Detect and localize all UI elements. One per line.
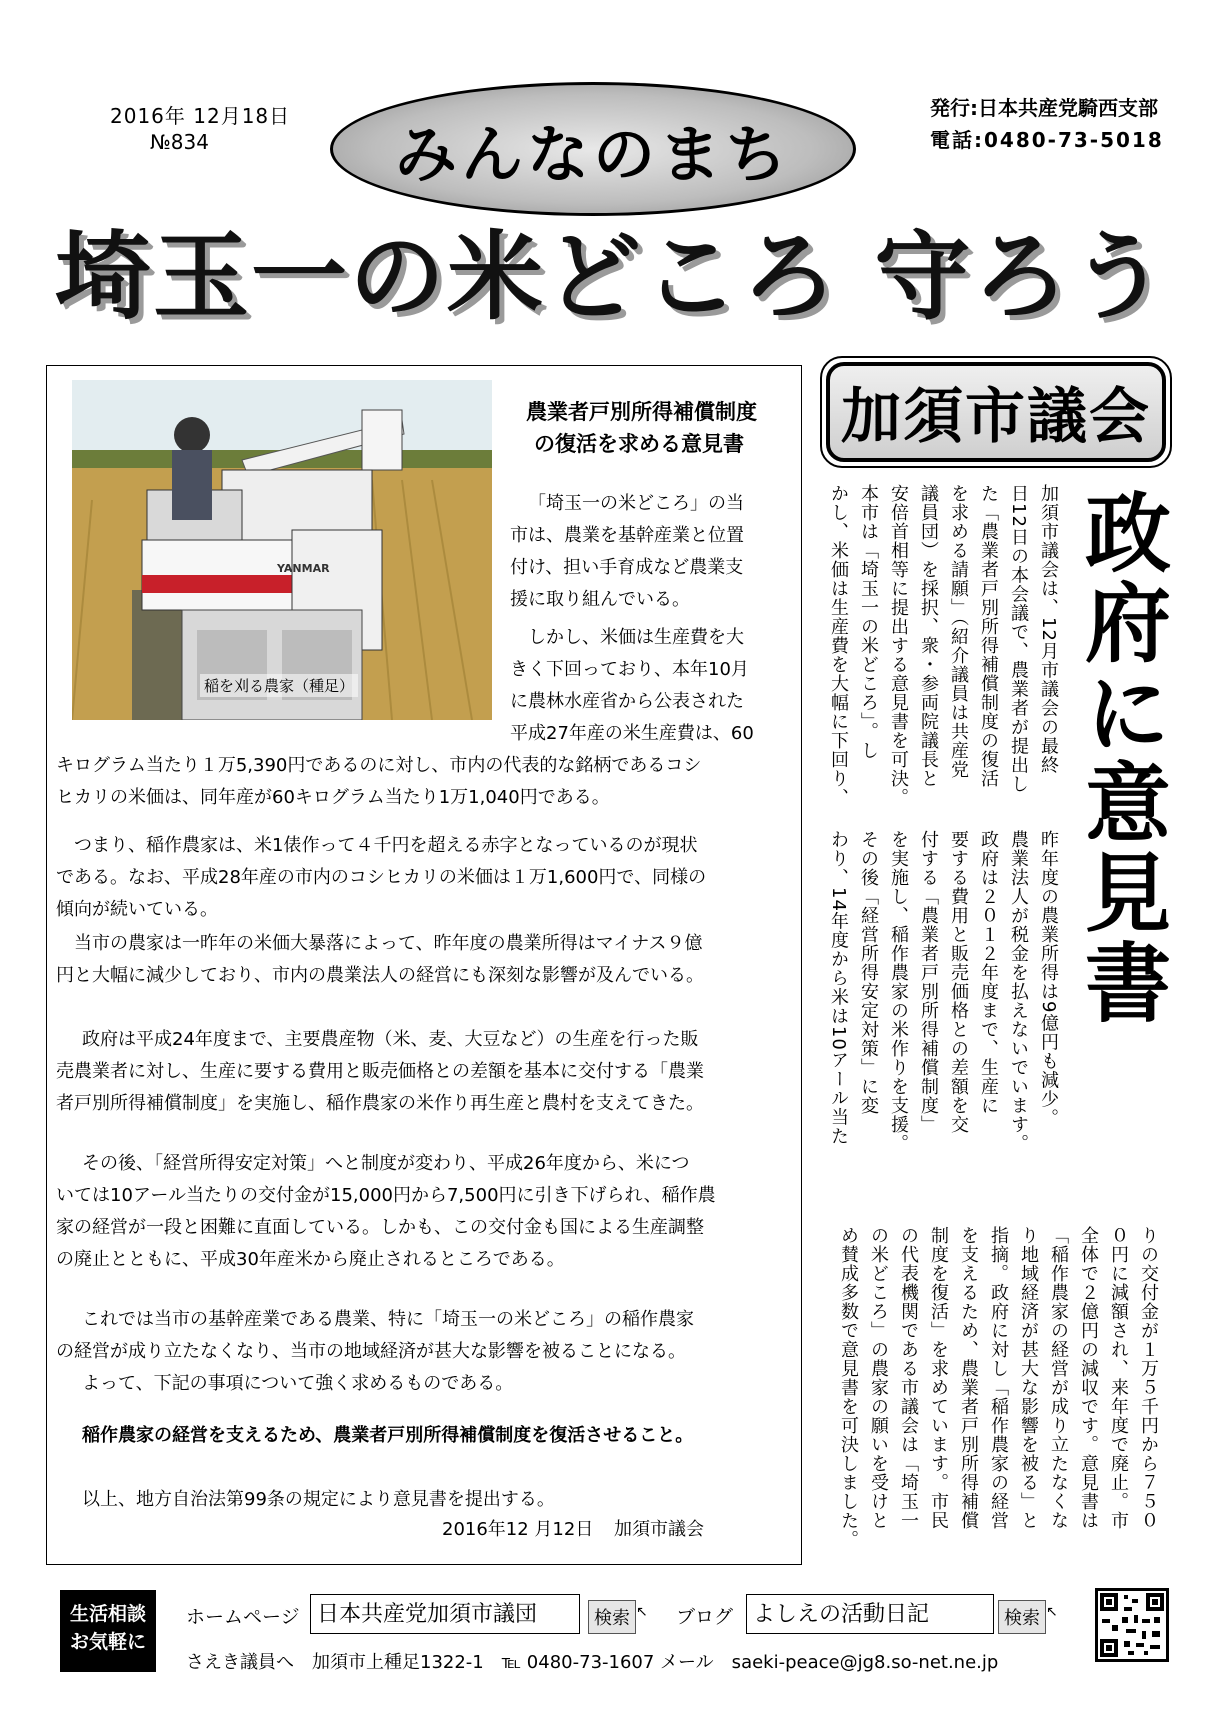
vertical-headline: 政府に意見書: [1070, 488, 1170, 1028]
harvester-photo: [72, 380, 492, 720]
vertical-text-column: りの交付金が１万５千円から７５０: [1138, 1226, 1159, 1530]
vertical-text-column: 指摘。政府に対し「稲作農家の経営: [988, 1226, 1009, 1530]
vertical-text-column: 要する費用と販売価格との差額を交: [948, 830, 969, 1134]
masthead: [330, 82, 856, 216]
resolution-statement: 稲作農家の経営を支えるため、農業者戸別所得補償制度を復活させること。: [82, 1425, 694, 1446]
article-line: 円と大幅に減少しており、市内の農業法人の経営にも深刻な影響が及んでいる。: [56, 965, 704, 986]
vertical-text-column: 本市は「埼玉一の米どころ」。し: [858, 484, 879, 760]
article-line: 援に取り組んでいる。: [510, 589, 690, 610]
article-line: に農林水産省から公表された: [510, 691, 744, 712]
vertical-text-column: を支えるため、農業者戸別所得補償: [958, 1226, 979, 1530]
blog-label: ブログ: [676, 1606, 734, 1628]
publisher-phone: 電話:0480-73-5018: [930, 128, 1164, 152]
article-line: しかし、米価は生産費を大: [528, 627, 744, 648]
cursor-icon: ↖: [1046, 1604, 1058, 1620]
issue-number: №834: [150, 130, 209, 154]
article-line: 以上、地方自治法第99条の規定により意見書を提出する。: [82, 1489, 555, 1510]
photo-caption: 稲を刈る農家（種足）: [200, 674, 358, 697]
article-line: の廃止とともに、平成30年産米から廃止されるところである。: [56, 1249, 565, 1270]
article-line: の経営が成り立たなくなり、当市の地域経済が甚大な影響を被ることになる。: [56, 1341, 686, 1362]
vertical-text-column: を求める請願」（紹介議員は共産党: [948, 484, 969, 779]
article-line: キログラム当たり１万5,390円であるのに対し、市内の代表的な銘柄であるコシ: [56, 755, 702, 776]
article-line: その後、「経営所得安定対策」へと制度が変わり、平成26年度から、米につ: [82, 1153, 690, 1174]
cursor-icon: ↖: [636, 1604, 648, 1620]
homepage-label: ホームページ: [186, 1606, 300, 1628]
homepage-search-box[interactable]: 日本共産党加須市議団: [310, 1594, 580, 1634]
vertical-text-column: 昨年度の農業所得は9億円も減少。: [1038, 830, 1059, 1128]
article-line: 「埼玉一の米どころ」の当: [528, 493, 744, 514]
vertical-text-column: わり、14年度から米は10アール当た: [828, 830, 849, 1146]
article-title-line2: の復活を求める意見書: [534, 432, 744, 456]
vertical-text-column: 加須市議会は、12月市議会の最終: [1038, 484, 1059, 775]
vertical-text-column: 付する「農業者戸別所得補償制度」: [918, 830, 939, 1134]
homepage-search-button[interactable]: 検索: [588, 1600, 636, 1634]
vertical-text-column: り地域経済が甚大な影響を被る」と: [1018, 1226, 1039, 1530]
article-line: である。なお、平成28年産の市内のコシヒカリの米価は１万1,600円で、同様の: [56, 867, 707, 888]
article-line: きく下回っており、本年10月: [510, 659, 749, 680]
article-line: 政府は平成24年度まで、主要農産物（米、麦、大豆など）の生産を行った販: [82, 1029, 699, 1050]
article-line: 当市の農家は一昨年の米価大暴落によって、昨年度の農業所得はマイナス９億: [74, 933, 703, 954]
article-line: 傾向が続いている。: [56, 899, 218, 920]
article-line: 市は、農業を基幹産業と位置: [510, 525, 744, 546]
vertical-text-column: 全体で２億円の減収です。意見書は: [1078, 1226, 1099, 1530]
article-line: 者戸別所得補償制度」を実施し、稲作農家の米作り再生産と農村を支えてきた。: [56, 1093, 704, 1114]
vertical-text-column: の米どころ」の農家の願いを受けと: [868, 1226, 889, 1530]
blog-search-button[interactable]: 検索: [998, 1600, 1046, 1634]
article-line: 売農業者に対し、生産に要する費用と販売価格との差額を基本に交付する「農業: [56, 1061, 704, 1082]
vertical-text-column: 議員団）を採択、衆・参両院議長と: [918, 484, 939, 788]
signature-date: 2016年12 月12日: [442, 1519, 594, 1540]
contact-line: さえき議員へ 加須市上種足1322-1 ℡ 0480-73-1607 メール saeki-peace@jg8.so-net.ne.jp: [186, 1652, 999, 1673]
council-banner-text: 加須市議会: [841, 382, 1151, 452]
vertical-text-column: を実施し、稲作農家の米作りを支援。: [888, 830, 909, 1153]
vertical-text-column: た「農業者戸別所得補償制度の復活: [978, 484, 999, 788]
article-line: ヒカリの米価は、同年産が60キログラム当たり1万1,040円である。: [56, 787, 610, 808]
masthead-title: みんなのまち: [394, 117, 791, 191]
vertical-text-column: 日12日の本会議で、農業者が提出し: [1008, 484, 1029, 794]
vertical-text-column: 農業法人が税金を払えないでいます。: [1008, 830, 1029, 1153]
badge-line: 生活相談: [69, 1603, 146, 1625]
harvester-illustration: [72, 380, 492, 720]
publisher: 発行:日本共産党騎西支部: [930, 96, 1158, 120]
vertical-text-column: 制度を復活」を求めています。市民: [928, 1226, 949, 1530]
main-headline: 埼玉一の米どころ 守ろう: [55, 221, 1169, 333]
issue-date: 2016年 12月18日: [110, 104, 291, 128]
council-banner: [826, 362, 1166, 462]
article-line: よって、下記の事項について強く求めるものである。: [82, 1373, 514, 1394]
vertical-text-column: 安倍首相等に提出する意見書を可決。: [888, 484, 909, 807]
signature-org: 加須市議会: [614, 1519, 704, 1540]
article-line: 家の経営が一段と困難に直面している。しかも、この交付金も国による生産調整: [56, 1217, 704, 1238]
article-line: 平成27年産の米生産費は、60: [510, 723, 754, 744]
blog-search-box[interactable]: よしえの活動日記: [746, 1594, 994, 1634]
vertical-text-column: 「稲作農家の経営が成り立たなくな: [1048, 1226, 1069, 1530]
qr-code-icon: [1095, 1588, 1169, 1662]
vertical-text-column: ０円に減額され、来年度で廃止。市: [1108, 1226, 1129, 1530]
vertical-text-column: の代表機関である市議会は「埼玉一: [898, 1226, 919, 1530]
article-line: 付け、担い手育成など農業支: [510, 557, 744, 578]
article-line: つまり、稲作農家は、米1俵作って４千円を超える赤字となっているのが現状: [74, 835, 698, 856]
vertical-text-column: め賛成多数で意見書を可決しました。: [838, 1226, 859, 1549]
article-line: いては10アール当たりの交付金が15,000円から7,500円に引き下げられ、稲作農: [56, 1185, 716, 1206]
badge-line: お気軽に: [69, 1631, 146, 1653]
article-line: これでは当市の基幹産業である農業、特に「埼玉一の米どころ」の稲作農家: [82, 1309, 694, 1330]
vertical-text-column: その後「経営所得安定対策」に変: [858, 830, 879, 1115]
photo-brand-text: YANMAR: [277, 562, 330, 575]
vertical-text-column: 政府は２０１２年度まで、生産に: [978, 830, 999, 1115]
article-title-line1: 農業者戸別所得補償制度: [526, 400, 757, 424]
vertical-text-column: かし、米価は生産費を大幅に下回り、: [828, 484, 849, 807]
consultation-badge: [60, 1590, 156, 1672]
